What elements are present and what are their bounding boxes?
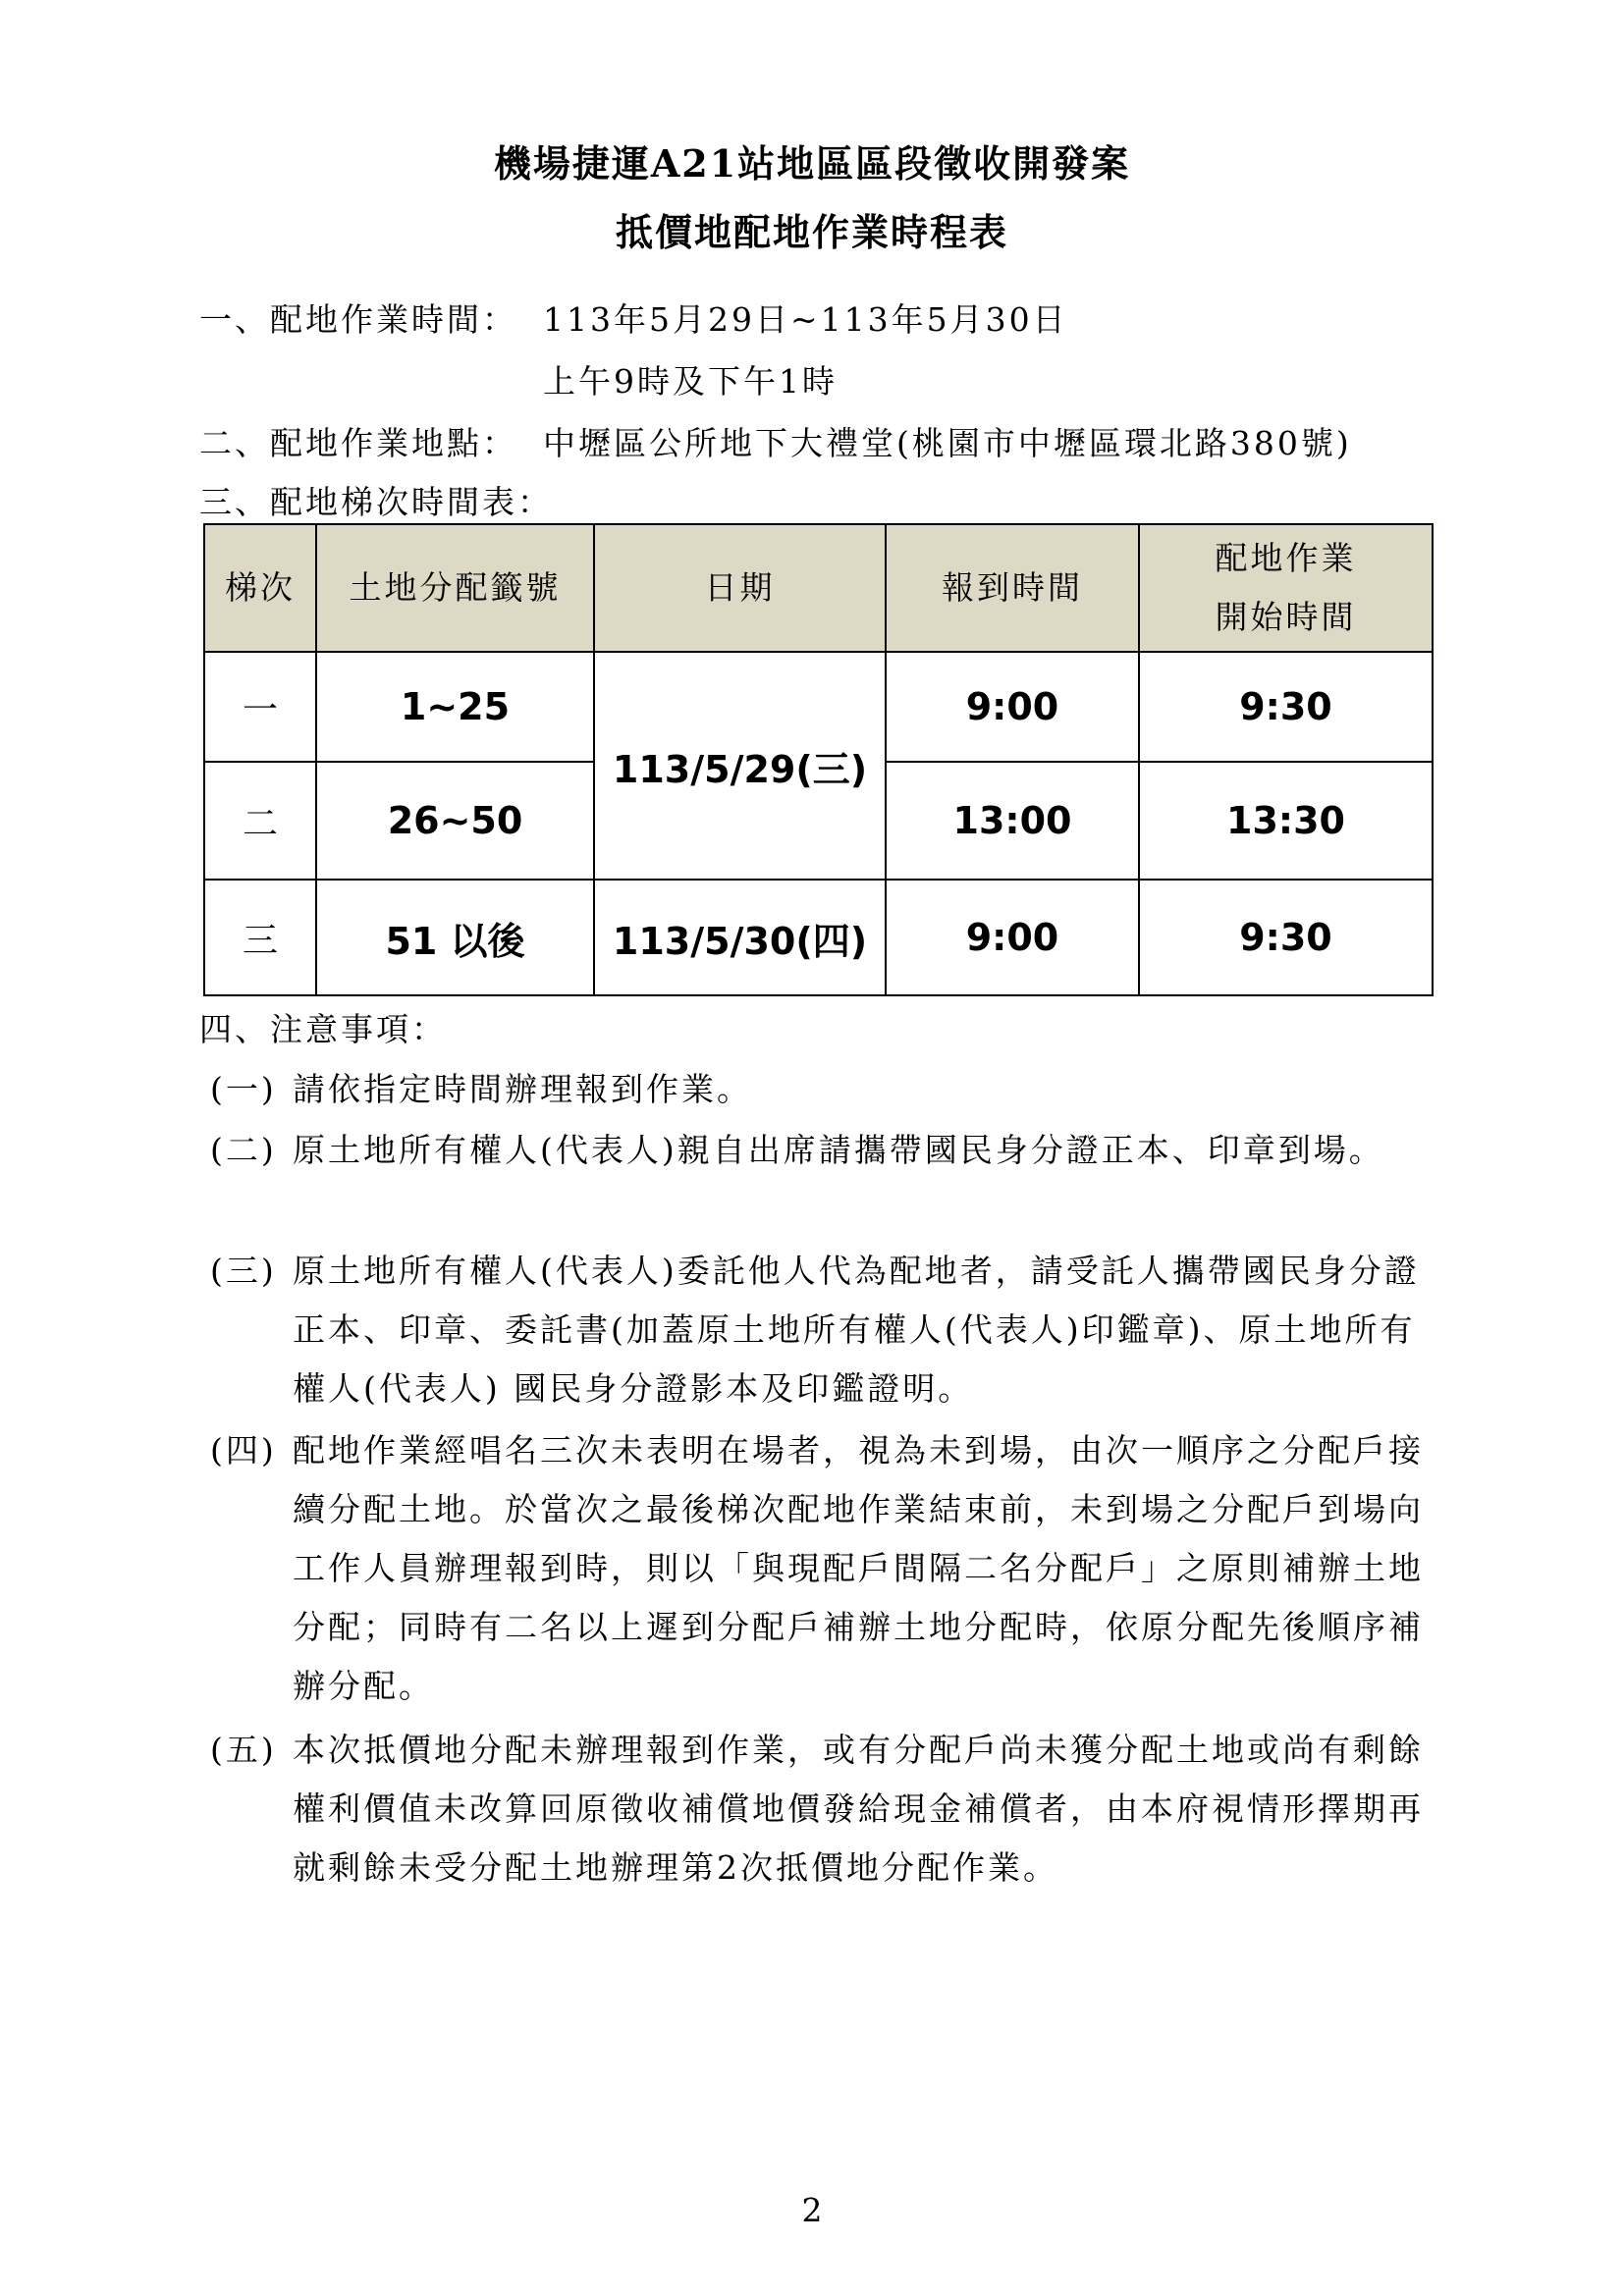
document-title: 機場捷運A21站地區區段徵收開發案: [493, 141, 1131, 186]
note-text: 本次抵價地分配未辦理報到作業，或有分配戶尚未獲分配土地或尚有剩餘權利價值未改算回原徵收補償地價發給現金補償者，由本府視情形擇期再就剩餘未受分配土地辦理第2次抵價地分配作業。: [293, 1731, 1424, 1887]
cell-date: 113/5/29(三): [594, 652, 886, 880]
cell-tier: 三: [204, 880, 316, 995]
cell-lots: 1~25: [316, 652, 594, 762]
header-lot-numbers: 土地分配籤號: [316, 524, 594, 652]
header-start-time-line2: 開始時間: [1215, 598, 1357, 636]
cell-start: 13:30: [1139, 762, 1433, 880]
table-row: [204, 652, 1433, 762]
header-date: 日期: [594, 524, 886, 652]
cell-checkin: 9:00: [886, 880, 1139, 995]
note-number: (五): [210, 1731, 277, 1769]
header-checkin-time: 報到時間: [886, 524, 1139, 652]
page-number: 2: [801, 2191, 823, 2229]
note-item: [210, 1421, 1428, 1716]
note-text: 請依指定時間辦理報到作業。: [293, 1070, 752, 1108]
note-number: (一): [210, 1070, 277, 1108]
note-item: [210, 1060, 1428, 1119]
note-number: (三): [210, 1252, 277, 1290]
section-1-label: 一、配地作業時間：: [199, 300, 517, 339]
note-text: 原土地所有權人(代表人)委託他人代為配地者，請受託人攜帶國民身分證正本、印章、委託書(加蓋原土地所有權人(代表人)印鑑章)、原土地所有權人(代表人) 國民身分證影本及印鑑證明。: [293, 1252, 1420, 1408]
cell-checkin: 9:00: [886, 652, 1139, 762]
cell-start: 9:30: [1139, 652, 1433, 762]
schedule-table: [203, 523, 1434, 996]
cell-tier: 二: [204, 762, 316, 880]
section-3-label: 三、配地梯次時間表：: [199, 483, 553, 521]
note-item: [210, 1121, 1428, 1180]
cell-checkin: 13:00: [886, 762, 1139, 880]
cell-lots: 51 以後: [316, 880, 594, 995]
cell-lots: 26~50: [316, 762, 594, 880]
document-subtitle: 抵價地配地作業時程表: [615, 210, 1008, 254]
cell-date: 113/5/30(四): [594, 880, 886, 995]
section-1-times: 上午9時及下午1時: [543, 362, 838, 400]
note-number: (四): [210, 1431, 277, 1469]
note-item: [210, 1721, 1428, 1897]
section-4-label: 四、注意事項：: [199, 1010, 447, 1048]
note-text: 配地作業經唱名三次未表明在場者，視為未到場，由次一順序之分配戶接續分配土地。於當次之最後梯次配地作業結束前，未到場之分配戶到場向工作人員辦理報到時，則以「與現配戶間隔二名分配戶」之原則補辦土地分配；同時有二名以上遲到分配戶補辦土地分配時，依原分配先後順序補辦分配。: [293, 1431, 1424, 1705]
table-header-row: [204, 524, 1433, 652]
note-number: (二): [210, 1131, 277, 1169]
header-start-time-line1: 配地作業: [1215, 539, 1357, 577]
cell-start: 9:30: [1139, 880, 1433, 995]
section-1-dates: 113年5月29日~113年5月30日: [543, 300, 1068, 339]
cell-tier: 一: [204, 652, 316, 762]
note-item: [210, 1242, 1428, 1418]
note-text: 原土地所有權人(代表人)親自出席請攜帶國民身分證正本、印章到場。: [293, 1131, 1384, 1169]
header-start-time: [1139, 524, 1433, 652]
table-row: [204, 880, 1433, 995]
header-tier: 梯次: [204, 524, 316, 652]
section-2-label: 二、配地作業地點：: [199, 424, 517, 462]
section-2-location: 中壢區公所地下大禮堂(桃園市中壢區環北路380號): [543, 424, 1352, 462]
